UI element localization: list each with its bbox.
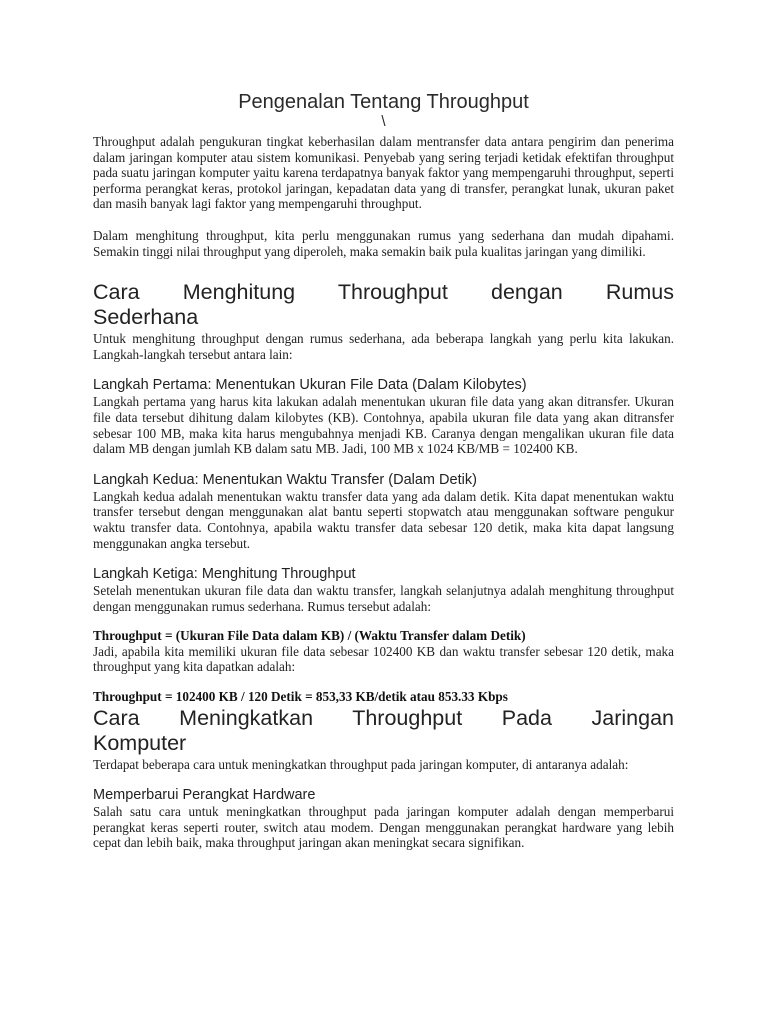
section2-intro: Terdapat beberapa cara untuk meningkatkan throughput pada jaringan komputer, di antaranya adalah: (93, 756, 629, 772)
section-heading-meningkatkan (93, 706, 674, 756)
title-backslash: \ (381, 113, 386, 130)
throughput-formula: Throughput = (Ukuran File Data dalam KB) / (Waktu Transfer dalam Detik) (93, 628, 526, 644)
step1-text: Langkah pertama yang harus kita lakukan adalah menentukan ukuran file data yang akan ditransfer. Ukuran file data tersebut dihitung dalam kilobytes (KB). Contohnya, apabila ukuran file data yang akan ditransfer sebesar 100 MB, maka kita harus mengubahnya menjadi KB. Caranya dengan mengalikan ukuran file data dalam MB dengan jumlah KB dalam satu MB. Jadi, 100 MB x 1024 KB/MB = 102400 KB. (93, 394, 674, 457)
section-heading-menghitung (93, 280, 674, 330)
step1-heading: Langkah Pertama: Menentukan Ukuran File Data (Dalam Kilobytes) (93, 377, 527, 394)
section-heading-meningkatkan-line1: Cara Meningkatkan Throughput Pada Jaringan (93, 705, 674, 730)
step2-heading: Langkah Kedua: Menentukan Waktu Transfer (Dalam Detik) (93, 471, 477, 488)
example-text: Jadi, apabila kita memiliki ukuran file data sebesar 102400 KB dan waktu transfer sebesar 120 detik, maka throughput yang kita dapatkan adalah: (93, 643, 674, 675)
intro-paragraph-2: Dalam menghitung throughput, kita perlu menggunakan rumus yang sederhana dan mudah dipahami. Semakin tinggi nilai throughput yang diperoleh, maka semakin baik pula kualitas jaringan yang dimiliki. (93, 227, 674, 259)
step3-heading: Langkah Ketiga: Menghitung Throughput (93, 566, 356, 583)
sub1-heading: Memperbarui Perangkat Hardware (93, 787, 316, 804)
section-heading-menghitung-line2: Sederhana (93, 305, 199, 330)
intro-paragraph-1: Throughput adalah pengukuran tingkat keberhasilan dalam mentransfer data antara pengirim dan penerima dalam jaringan komputer atau sistem komunikasi. Penyebab yang sering terjadi ketidak efektifan throughput pada suatu jaringan komputer yaitu karena terdapatnya banyak faktor yang mempengaruhi throughput, seperti performa perangkat keras, protokol jaringan, kepadatan data yang di transfer, perangkat lunak, ukuran paket dan masih banyak lagi faktor yang mempengaruhi throughput. (93, 134, 674, 212)
sub1-text: Salah satu cara untuk meningkatkan throughput pada jaringan komputer adalah dengan memperbarui perangkat keras seperti router, switch atau modem. Dengan menggunakan perangkat hardware yang lebih cepat dan lebih baik, maka throughput jaringan akan meningkat secara signifikan. (93, 804, 674, 851)
step2-text: Langkah kedua adalah menentukan waktu transfer data yang ada dalam detik. Kita dapat menentukan waktu transfer tersebut dengan menggunakan alat bantu seperti stopwatch atau menggunakan software pengukur waktu transfer data. Contohnya, apabila waktu transfer data sebesar 120 detik, maka kita dapat langsung menggunakan angka tersebut. (93, 488, 674, 551)
document-page (93, 90, 674, 851)
throughput-result: Throughput = 102400 KB / 120 Detik = 853,33 KB/detik atau 853.33 Kbps (93, 689, 508, 705)
step3-text: Setelah menentukan ukuran file data dan waktu transfer, langkah selanjutnya adalah menghitung throughput dengan menggunakan rumus sederhana. Rumus tersebut adalah: (93, 583, 674, 614)
section1-intro: Untuk menghitung throughput dengan rumus sederhana, ada beberapa langkah yang perlu kita lakukan. Langkah-langkah tersebut antara lain: (93, 331, 674, 362)
page-title: Pengenalan Tentang Throughput (238, 91, 529, 113)
section-heading-menghitung-line1: Cara Menghitung Throughput dengan Rumus (93, 280, 674, 305)
section-heading-meningkatkan-line2: Komputer (93, 730, 187, 755)
